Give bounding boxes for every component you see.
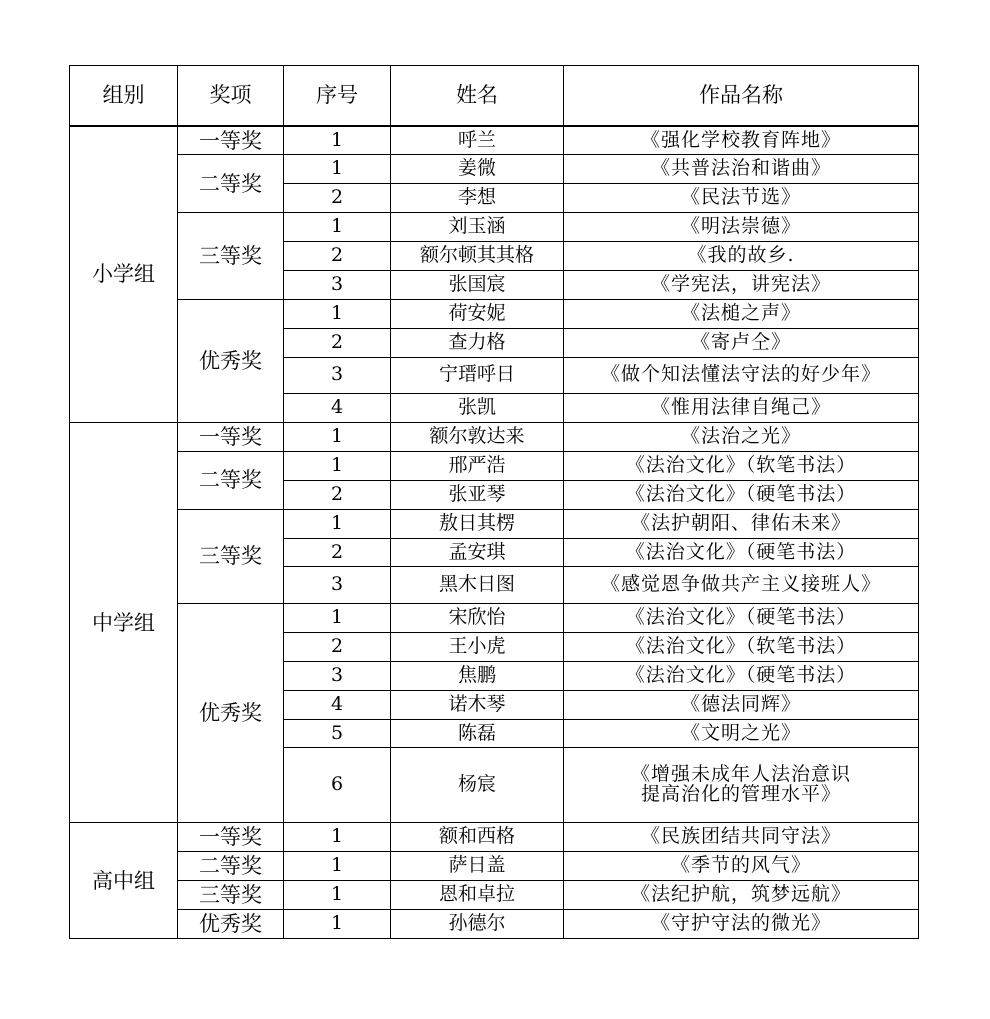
table-row (70, 881, 919, 910)
header-group: 组别 (70, 66, 178, 127)
name-cell: 呼兰 (391, 126, 564, 155)
group-cell: 小学组 (70, 126, 178, 423)
work-title-cell: 《法护朝阳、律佑未来》 (564, 509, 919, 538)
group-cell: 高中组 (70, 823, 178, 939)
work-title-cell: 《民法节选》 (564, 184, 919, 213)
work-title-cell: 《法治文化》（软笔书法） (564, 451, 919, 480)
work-title-cell: 《明法崇德》 (564, 213, 919, 242)
name-cell: 张国宸 (391, 270, 564, 299)
name-cell: 王小虎 (391, 632, 564, 661)
work-title-cell: 《我的故乡. (564, 242, 919, 271)
number-cell: 2 (284, 184, 391, 213)
number-cell: 1 (284, 451, 391, 480)
table-row (70, 213, 919, 242)
award-cell: 二等奖 (178, 155, 284, 213)
award-cell: 优秀奖 (178, 603, 284, 822)
work-title-cell: 《民族团结共同守法》 (564, 823, 919, 852)
number-cell: 3 (284, 567, 391, 604)
award-cell: 三等奖 (178, 881, 284, 910)
number-cell: 2 (284, 328, 391, 357)
header-name: 姓名 (391, 66, 564, 127)
number-cell: 1 (284, 423, 391, 452)
number-cell: 1 (284, 126, 391, 155)
name-cell: 恩和卓拉 (391, 881, 564, 910)
number-cell: 1 (284, 852, 391, 881)
award-cell: 三等奖 (178, 213, 284, 300)
work-title-cell: 《学宪法，讲宪法》 (564, 270, 919, 299)
name-cell: 额尔顿其其格 (391, 242, 564, 271)
number-cell: 1 (284, 509, 391, 538)
name-cell: 孙德尔 (391, 910, 564, 939)
number-cell: 2 (284, 242, 391, 271)
name-cell: 张凯 (391, 394, 564, 423)
table-header (70, 66, 919, 127)
header-row (70, 66, 919, 127)
name-cell: 宁瑨呼日 (391, 357, 564, 394)
group-cell: 中学组 (70, 423, 178, 823)
table-row (70, 823, 919, 852)
number-cell: 4 (284, 690, 391, 719)
award-cell: 一等奖 (178, 823, 284, 852)
number-cell: 3 (284, 661, 391, 690)
header-work-title: 作品名称 (564, 66, 919, 127)
name-cell: 杨宸 (391, 748, 564, 823)
name-cell: 额和西格 (391, 823, 564, 852)
table-body (70, 126, 919, 938)
name-cell: 额尔敦达来 (391, 423, 564, 452)
work-title-cell: 《惟用法律自绳己》 (564, 394, 919, 423)
name-cell: 孟安琪 (391, 538, 564, 567)
header-number: 序号 (284, 66, 391, 127)
table-row (70, 509, 919, 538)
name-cell: 荷安妮 (391, 299, 564, 328)
name-cell: 查力格 (391, 328, 564, 357)
award-cell: 优秀奖 (178, 910, 284, 939)
number-cell: 1 (284, 910, 391, 939)
name-cell: 敖日其楞 (391, 509, 564, 538)
work-title-cell: 《强化学校教育阵地》 (564, 126, 919, 155)
number-cell: 3 (284, 270, 391, 299)
award-cell: 一等奖 (178, 423, 284, 452)
work-title-cell: 《做个知法懂法守法的好少年》 (564, 357, 919, 394)
name-cell: 邢严浩 (391, 451, 564, 480)
work-title-cell: 《法治文化》（软笔书法） (564, 632, 919, 661)
work-title-cell: 《法治文化》（硬笔书法） (564, 661, 919, 690)
number-cell: 4 (284, 394, 391, 423)
table-row (70, 299, 919, 328)
number-cell: 2 (284, 538, 391, 567)
name-cell: 诺木琴 (391, 690, 564, 719)
work-title-cell: 《增强未成年人法治意识 提高治化的管理水平》 (564, 748, 919, 823)
number-cell: 1 (284, 299, 391, 328)
table-row (70, 155, 919, 184)
award-cell: 二等奖 (178, 451, 284, 509)
work-title-cell: 《寄卢仝》 (564, 328, 919, 357)
name-cell: 萨日盖 (391, 852, 564, 881)
number-cell: 1 (284, 155, 391, 184)
name-cell: 焦鹏 (391, 661, 564, 690)
number-cell: 1 (284, 823, 391, 852)
number-cell: 1 (284, 213, 391, 242)
name-cell: 李想 (391, 184, 564, 213)
award-table (69, 65, 919, 939)
work-title-cell: 《守护守法的微光》 (564, 910, 919, 939)
work-title-cell: 《法治文化》（硬笔书法） (564, 480, 919, 509)
number-cell: 5 (284, 719, 391, 748)
table-row (70, 910, 919, 939)
table-row (70, 126, 919, 155)
number-cell: 1 (284, 603, 391, 632)
work-title-cell: 《法治文化》（硬笔书法） (564, 538, 919, 567)
work-title-cell: 《法治文化》（硬笔书法） (564, 603, 919, 632)
work-title-cell: 《德法同辉》 (564, 690, 919, 719)
name-cell: 姜微 (391, 155, 564, 184)
work-title-cell: 《法治之光》 (564, 423, 919, 452)
number-cell: 2 (284, 632, 391, 661)
table-row (70, 451, 919, 480)
award-cell: 三等奖 (178, 509, 284, 603)
work-title-cell: 《季节的风气》 (564, 852, 919, 881)
name-cell: 张亚琴 (391, 480, 564, 509)
work-title-cell: 《法纪护航，筑梦远航》 (564, 881, 919, 910)
work-title-cell: 《感觉恩争做共产主义接班人》 (564, 567, 919, 604)
number-cell: 2 (284, 480, 391, 509)
award-cell: 优秀奖 (178, 299, 284, 422)
name-cell: 黑木日图 (391, 567, 564, 604)
award-cell: 一等奖 (178, 126, 284, 155)
name-cell: 陈磊 (391, 719, 564, 748)
number-cell: 1 (284, 881, 391, 910)
work-title-cell: 《文明之光》 (564, 719, 919, 748)
number-cell: 6 (284, 748, 391, 823)
name-cell: 宋欣怡 (391, 603, 564, 632)
table-row (70, 603, 919, 632)
number-cell: 3 (284, 357, 391, 394)
name-cell: 刘玉涵 (391, 213, 564, 242)
header-award: 奖项 (178, 66, 284, 127)
table-row (70, 423, 919, 452)
work-title-cell: 《共普法治和谐曲》 (564, 155, 919, 184)
award-cell: 二等奖 (178, 852, 284, 881)
work-title-cell: 《法槌之声》 (564, 299, 919, 328)
table-row (70, 852, 919, 881)
